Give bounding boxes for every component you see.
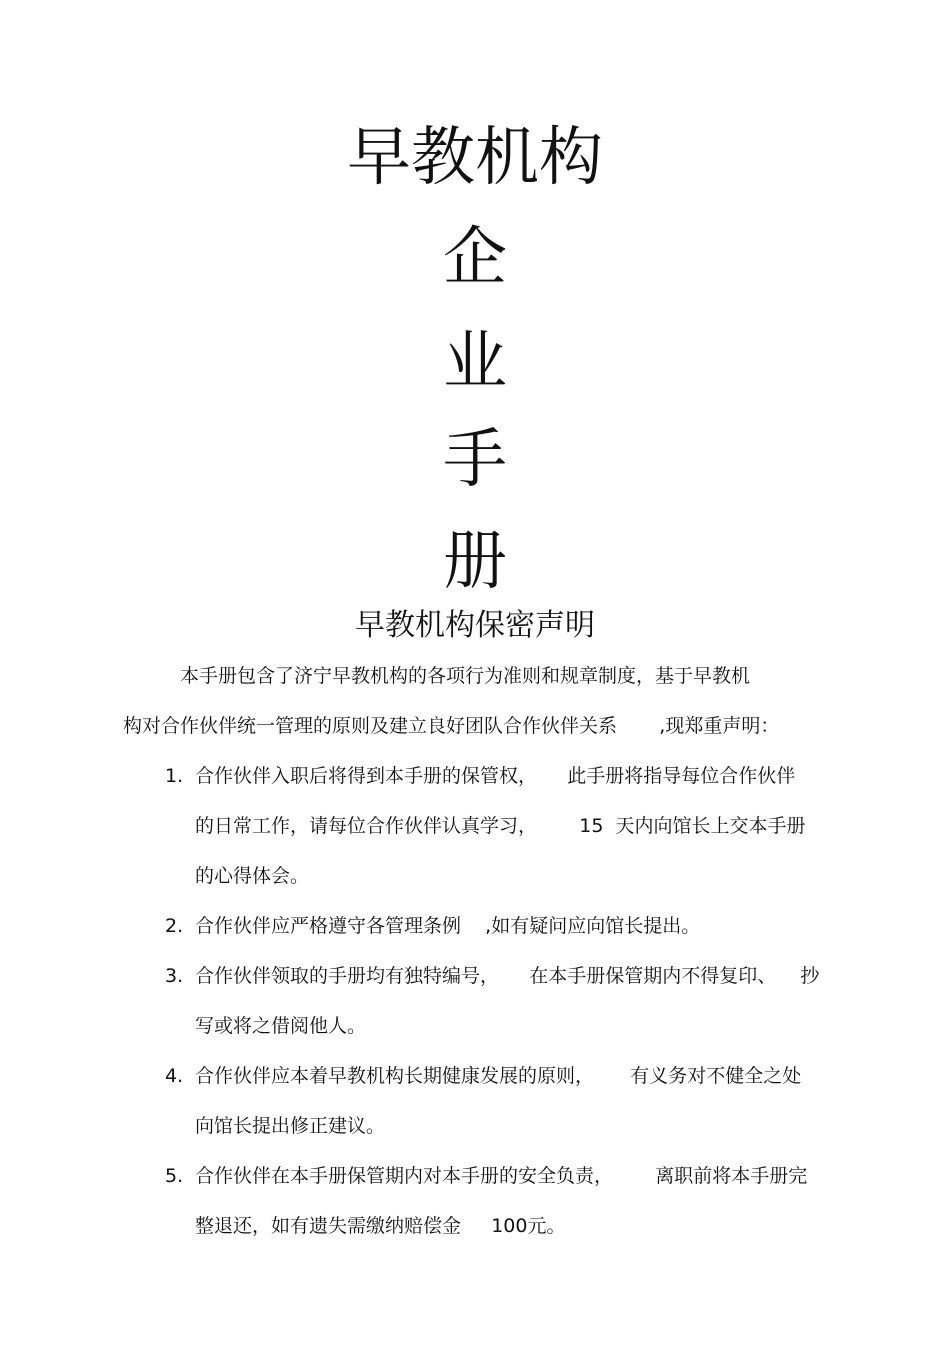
list-item-number: 2. xyxy=(165,915,184,937)
list-item-line: 向馆长提出修正建议。 xyxy=(195,1115,386,1137)
cover-title-line: 业 xyxy=(443,325,507,399)
cover-title-line: 手 xyxy=(443,423,507,497)
list-item-number: 4. xyxy=(165,1065,184,1087)
intro-line: 本手册包含了济宁早教机构的各项行为准则和规章制度，基于早教机 xyxy=(180,665,751,687)
cover-title-line: 早教机构 xyxy=(347,121,603,195)
list-item-line: 合作伙伴在本手册保管期内对本手册的安全负责， 离职前将本手册完 xyxy=(195,1165,808,1187)
list-item-number: 3. xyxy=(165,965,184,987)
list-item-number: 5. xyxy=(165,1165,184,1187)
list-item-line: 合作伙伴入职后将得到本手册的保管权， 此手册将指导每位合作伙伴 xyxy=(195,765,796,787)
list-item-line: 的心得体会。 xyxy=(195,865,310,887)
list-item-line: 整退还，如有遗失需缴纳赔偿金 100元。 xyxy=(195,1215,566,1237)
statement-heading: 早教机构保密声明 xyxy=(355,608,595,643)
list-item-line: 写或将之借阅他人。 xyxy=(195,1015,367,1037)
list-item-number: 1. xyxy=(165,765,184,787)
list-item-line: 合作伙伴应严格遵守各管理条例 ,如有疑问应向馆长提出。 xyxy=(195,915,701,937)
cover-title-line: 册 xyxy=(443,525,507,599)
intro-line: 构对合作伙伴统一管理的原则及建立良好团队合作伙伴关系 ,现郑重声明： xyxy=(123,715,780,737)
list-item-line: 合作伙伴应本着早教机构长期健康发展的原则， 有义务对不健全之处 xyxy=(195,1065,802,1087)
cover-title-line: 企 xyxy=(443,221,507,295)
list-item-line: 合作伙伴领取的手册均有独特编号， 在本手册保管期内不得复印、 抄 xyxy=(195,965,820,987)
list-item-line: 的日常工作，请每位合作伙伴认真学习， 15 天内向馆长上交本手册 xyxy=(195,815,806,837)
